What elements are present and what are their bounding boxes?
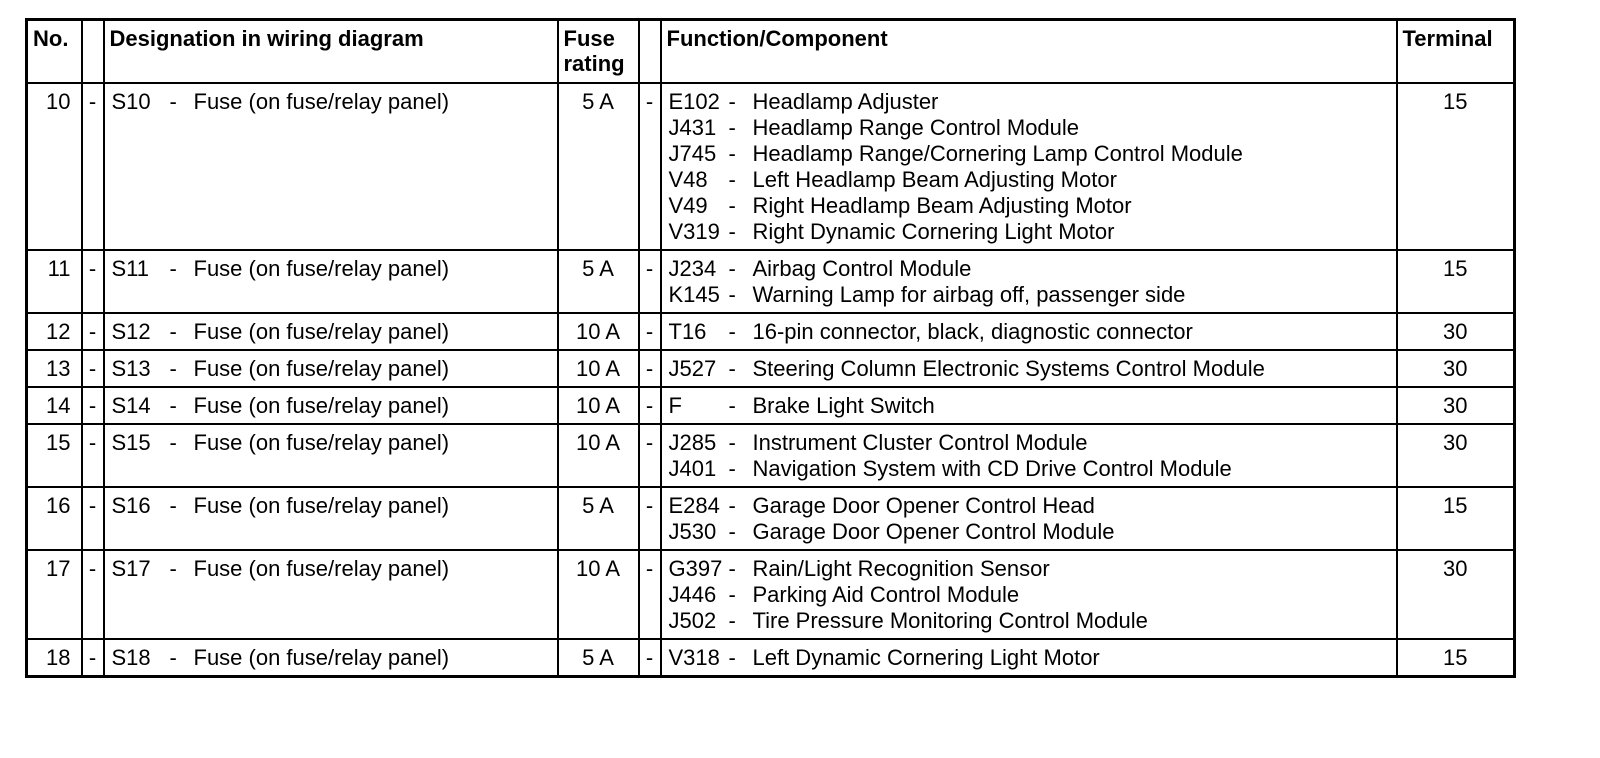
component-separator: - [728, 429, 736, 455]
row-fuse-rating: 10 A [558, 350, 639, 387]
row-designation [104, 350, 558, 387]
component-separator: - [728, 518, 736, 544]
table-row [27, 487, 1515, 550]
component-line [669, 645, 1392, 671]
component-name: Brake Light Switch [752, 392, 935, 418]
component-code: J234 [668, 255, 717, 281]
row-dash: - [82, 550, 104, 639]
component-name: Parking Aid Control Module [752, 581, 1020, 607]
component-name: Headlamp Adjuster [752, 88, 939, 114]
row-dash: - [639, 350, 661, 387]
row-designation [104, 250, 558, 313]
component-separator: - [728, 88, 736, 114]
fuse-code: S12 [111, 318, 151, 344]
component-code: G397 [668, 555, 723, 581]
component-code: J502 [668, 607, 717, 633]
row-function-component [661, 487, 1397, 550]
row-terminal: 30 [1397, 350, 1515, 387]
component-separator: - [728, 555, 736, 581]
row-number: 12 [27, 313, 82, 350]
row-dash: - [639, 424, 661, 487]
fuse-code: S13 [111, 355, 151, 381]
component-name: Tire Pressure Monitoring Control Module [752, 607, 1148, 633]
row-number: 18 [27, 639, 82, 677]
row-dash: - [82, 639, 104, 677]
row-dash: - [639, 313, 661, 350]
component-name: Steering Column Electronic Systems Control Module [752, 355, 1265, 381]
row-function-component [661, 350, 1397, 387]
component-code: V48 [668, 166, 708, 192]
header-function: Function/Component [661, 20, 1397, 83]
table-row [27, 313, 1515, 350]
component-separator: - [728, 492, 736, 518]
row-dash: - [82, 350, 104, 387]
component-separator: - [728, 114, 736, 140]
component-separator: - [728, 281, 736, 307]
component-name: Rain/Light Recognition Sensor [752, 555, 1050, 581]
row-fuse-rating: 10 A [558, 550, 639, 639]
row-designation [104, 487, 558, 550]
header-spacer-2 [639, 20, 661, 83]
component-line [669, 193, 1392, 219]
component-name: 16-pin connector, black, diagnostic connector [752, 318, 1193, 344]
component-line [669, 582, 1392, 608]
table-row [27, 639, 1515, 677]
row-function-component [661, 250, 1397, 313]
component-line [669, 141, 1392, 167]
component-name: Headlamp Range/Cornering Lamp Control Module [752, 140, 1243, 166]
header-spacer-1 [82, 20, 104, 83]
fuse-code: S11 [111, 255, 150, 281]
row-dash: - [639, 250, 661, 313]
component-name: Instrument Cluster Control Module [752, 429, 1088, 455]
fuse-separator: - [169, 644, 177, 670]
fuse-code: S17 [111, 555, 151, 581]
component-name: Warning Lamp for airbag off, passenger side [752, 281, 1186, 307]
row-function-component [661, 424, 1397, 487]
component-code: T16 [668, 318, 707, 344]
row-dash: - [639, 487, 661, 550]
component-name: Right Dynamic Cornering Light Motor [752, 218, 1115, 244]
component-separator: - [728, 166, 736, 192]
fuse-code: S10 [111, 88, 151, 114]
component-separator: - [728, 355, 736, 381]
header-fuse-rating-line2: rating [563, 51, 625, 76]
fuse-description: Fuse (on fuse/relay panel) [193, 492, 450, 518]
fuse-separator: - [169, 355, 177, 381]
table-body [27, 83, 1515, 677]
fuse-separator: - [169, 392, 177, 418]
table-row [27, 387, 1515, 424]
component-name: Airbag Control Module [752, 255, 972, 281]
fuse-code: S14 [111, 392, 151, 418]
row-fuse-rating: 10 A [558, 387, 639, 424]
component-separator: - [728, 318, 736, 344]
fuse-code: S15 [111, 429, 151, 455]
table-row [27, 250, 1515, 313]
component-name: Left Dynamic Cornering Light Motor [752, 644, 1100, 670]
row-function-component [661, 83, 1397, 250]
fuse-table [25, 18, 1516, 678]
component-line [669, 493, 1392, 519]
component-name: Navigation System with CD Drive Control Module [752, 455, 1232, 481]
table-row [27, 350, 1515, 387]
component-code: J527 [668, 355, 717, 381]
component-code: V318 [668, 644, 720, 670]
component-name: Left Headlamp Beam Adjusting Motor [752, 166, 1117, 192]
component-code: J745 [668, 140, 717, 166]
row-terminal: 15 [1397, 487, 1515, 550]
row-dash: - [82, 487, 104, 550]
component-line [669, 430, 1392, 456]
component-line [669, 256, 1392, 282]
fuse-separator: - [169, 88, 177, 114]
row-designation [104, 387, 558, 424]
fuse-separator: - [169, 555, 177, 581]
component-code: J401 [668, 455, 717, 481]
fuse-description: Fuse (on fuse/relay panel) [193, 644, 450, 670]
fuse-description: Fuse (on fuse/relay panel) [193, 88, 450, 114]
component-separator: - [728, 644, 736, 670]
row-number: 14 [27, 387, 82, 424]
component-line [669, 282, 1392, 308]
header-row [27, 20, 1515, 83]
row-fuse-rating: 10 A [558, 313, 639, 350]
component-name: Garage Door Opener Control Head [752, 492, 1095, 518]
row-number: 11 [27, 250, 82, 313]
row-designation [104, 639, 558, 677]
component-code: F [668, 392, 682, 418]
row-fuse-rating: 5 A [558, 83, 639, 250]
row-dash: - [639, 550, 661, 639]
row-number: 15 [27, 424, 82, 487]
row-dash: - [82, 313, 104, 350]
component-code: V49 [668, 192, 708, 218]
fuse-code: S18 [111, 644, 151, 670]
row-number: 17 [27, 550, 82, 639]
fuse-description: Fuse (on fuse/relay panel) [193, 429, 450, 455]
header-terminal: Terminal [1397, 20, 1515, 83]
component-separator: - [728, 455, 736, 481]
header-fuse-rating-line1: Fuse [563, 26, 615, 51]
table-row [27, 83, 1515, 250]
component-name: Garage Door Opener Control Module [752, 518, 1115, 544]
component-separator: - [728, 192, 736, 218]
component-line [669, 115, 1392, 141]
row-function-component [661, 550, 1397, 639]
row-number: 13 [27, 350, 82, 387]
component-line [669, 393, 1392, 419]
component-separator: - [728, 255, 736, 281]
component-line [669, 356, 1392, 382]
component-code: K145 [668, 281, 720, 307]
row-fuse-rating: 5 A [558, 487, 639, 550]
component-line [669, 608, 1392, 634]
component-code: E102 [668, 88, 720, 114]
component-separator: - [728, 581, 736, 607]
header-designation: Designation in wiring diagram [104, 20, 558, 83]
table-row [27, 424, 1515, 487]
fuse-separator: - [169, 492, 177, 518]
component-line [669, 556, 1392, 582]
fuse-description: Fuse (on fuse/relay panel) [193, 318, 450, 344]
component-line [669, 319, 1392, 345]
component-separator: - [728, 218, 736, 244]
row-terminal: 30 [1397, 313, 1515, 350]
component-line [669, 89, 1392, 115]
component-line [669, 519, 1392, 545]
row-terminal: 15 [1397, 639, 1515, 677]
component-name: Headlamp Range Control Module [752, 114, 1080, 140]
fuse-code: S16 [111, 492, 151, 518]
component-separator: - [728, 392, 736, 418]
header-no: No. [27, 20, 82, 83]
row-dash: - [82, 387, 104, 424]
component-line [669, 167, 1392, 193]
row-fuse-rating: 5 A [558, 639, 639, 677]
row-dash: - [82, 424, 104, 487]
row-dash: - [639, 83, 661, 250]
row-dash: - [82, 83, 104, 250]
component-code: J446 [668, 581, 717, 607]
row-terminal: 30 [1397, 387, 1515, 424]
row-designation [104, 83, 558, 250]
row-designation [104, 424, 558, 487]
row-dash: - [639, 387, 661, 424]
component-separator: - [728, 607, 736, 633]
fuse-separator: - [169, 255, 177, 281]
fuse-description: Fuse (on fuse/relay panel) [193, 355, 450, 381]
component-name: Right Headlamp Beam Adjusting Motor [752, 192, 1132, 218]
row-terminal: 15 [1397, 83, 1515, 250]
row-terminal: 30 [1397, 424, 1515, 487]
row-number: 10 [27, 83, 82, 250]
row-function-component [661, 313, 1397, 350]
row-fuse-rating: 10 A [558, 424, 639, 487]
fuse-description: Fuse (on fuse/relay panel) [193, 392, 450, 418]
component-separator: - [728, 140, 736, 166]
component-code: J285 [668, 429, 717, 455]
component-code: E284 [668, 492, 720, 518]
component-code: J530 [668, 518, 717, 544]
row-designation [104, 313, 558, 350]
component-line [669, 219, 1392, 245]
component-code: J431 [668, 114, 717, 140]
fuse-separator: - [169, 318, 177, 344]
row-fuse-rating: 5 A [558, 250, 639, 313]
table-row [27, 550, 1515, 639]
row-number: 16 [27, 487, 82, 550]
row-dash: - [82, 250, 104, 313]
row-dash: - [639, 639, 661, 677]
row-designation [104, 550, 558, 639]
fuse-separator: - [169, 429, 177, 455]
row-function-component [661, 387, 1397, 424]
component-line [669, 456, 1392, 482]
component-code: V319 [668, 218, 720, 244]
fuse-description: Fuse (on fuse/relay panel) [193, 555, 450, 581]
header-fuse-rating [558, 20, 639, 83]
row-function-component [661, 639, 1397, 677]
fuse-description: Fuse (on fuse/relay panel) [193, 255, 450, 281]
row-terminal: 30 [1397, 550, 1515, 639]
row-terminal: 15 [1397, 250, 1515, 313]
